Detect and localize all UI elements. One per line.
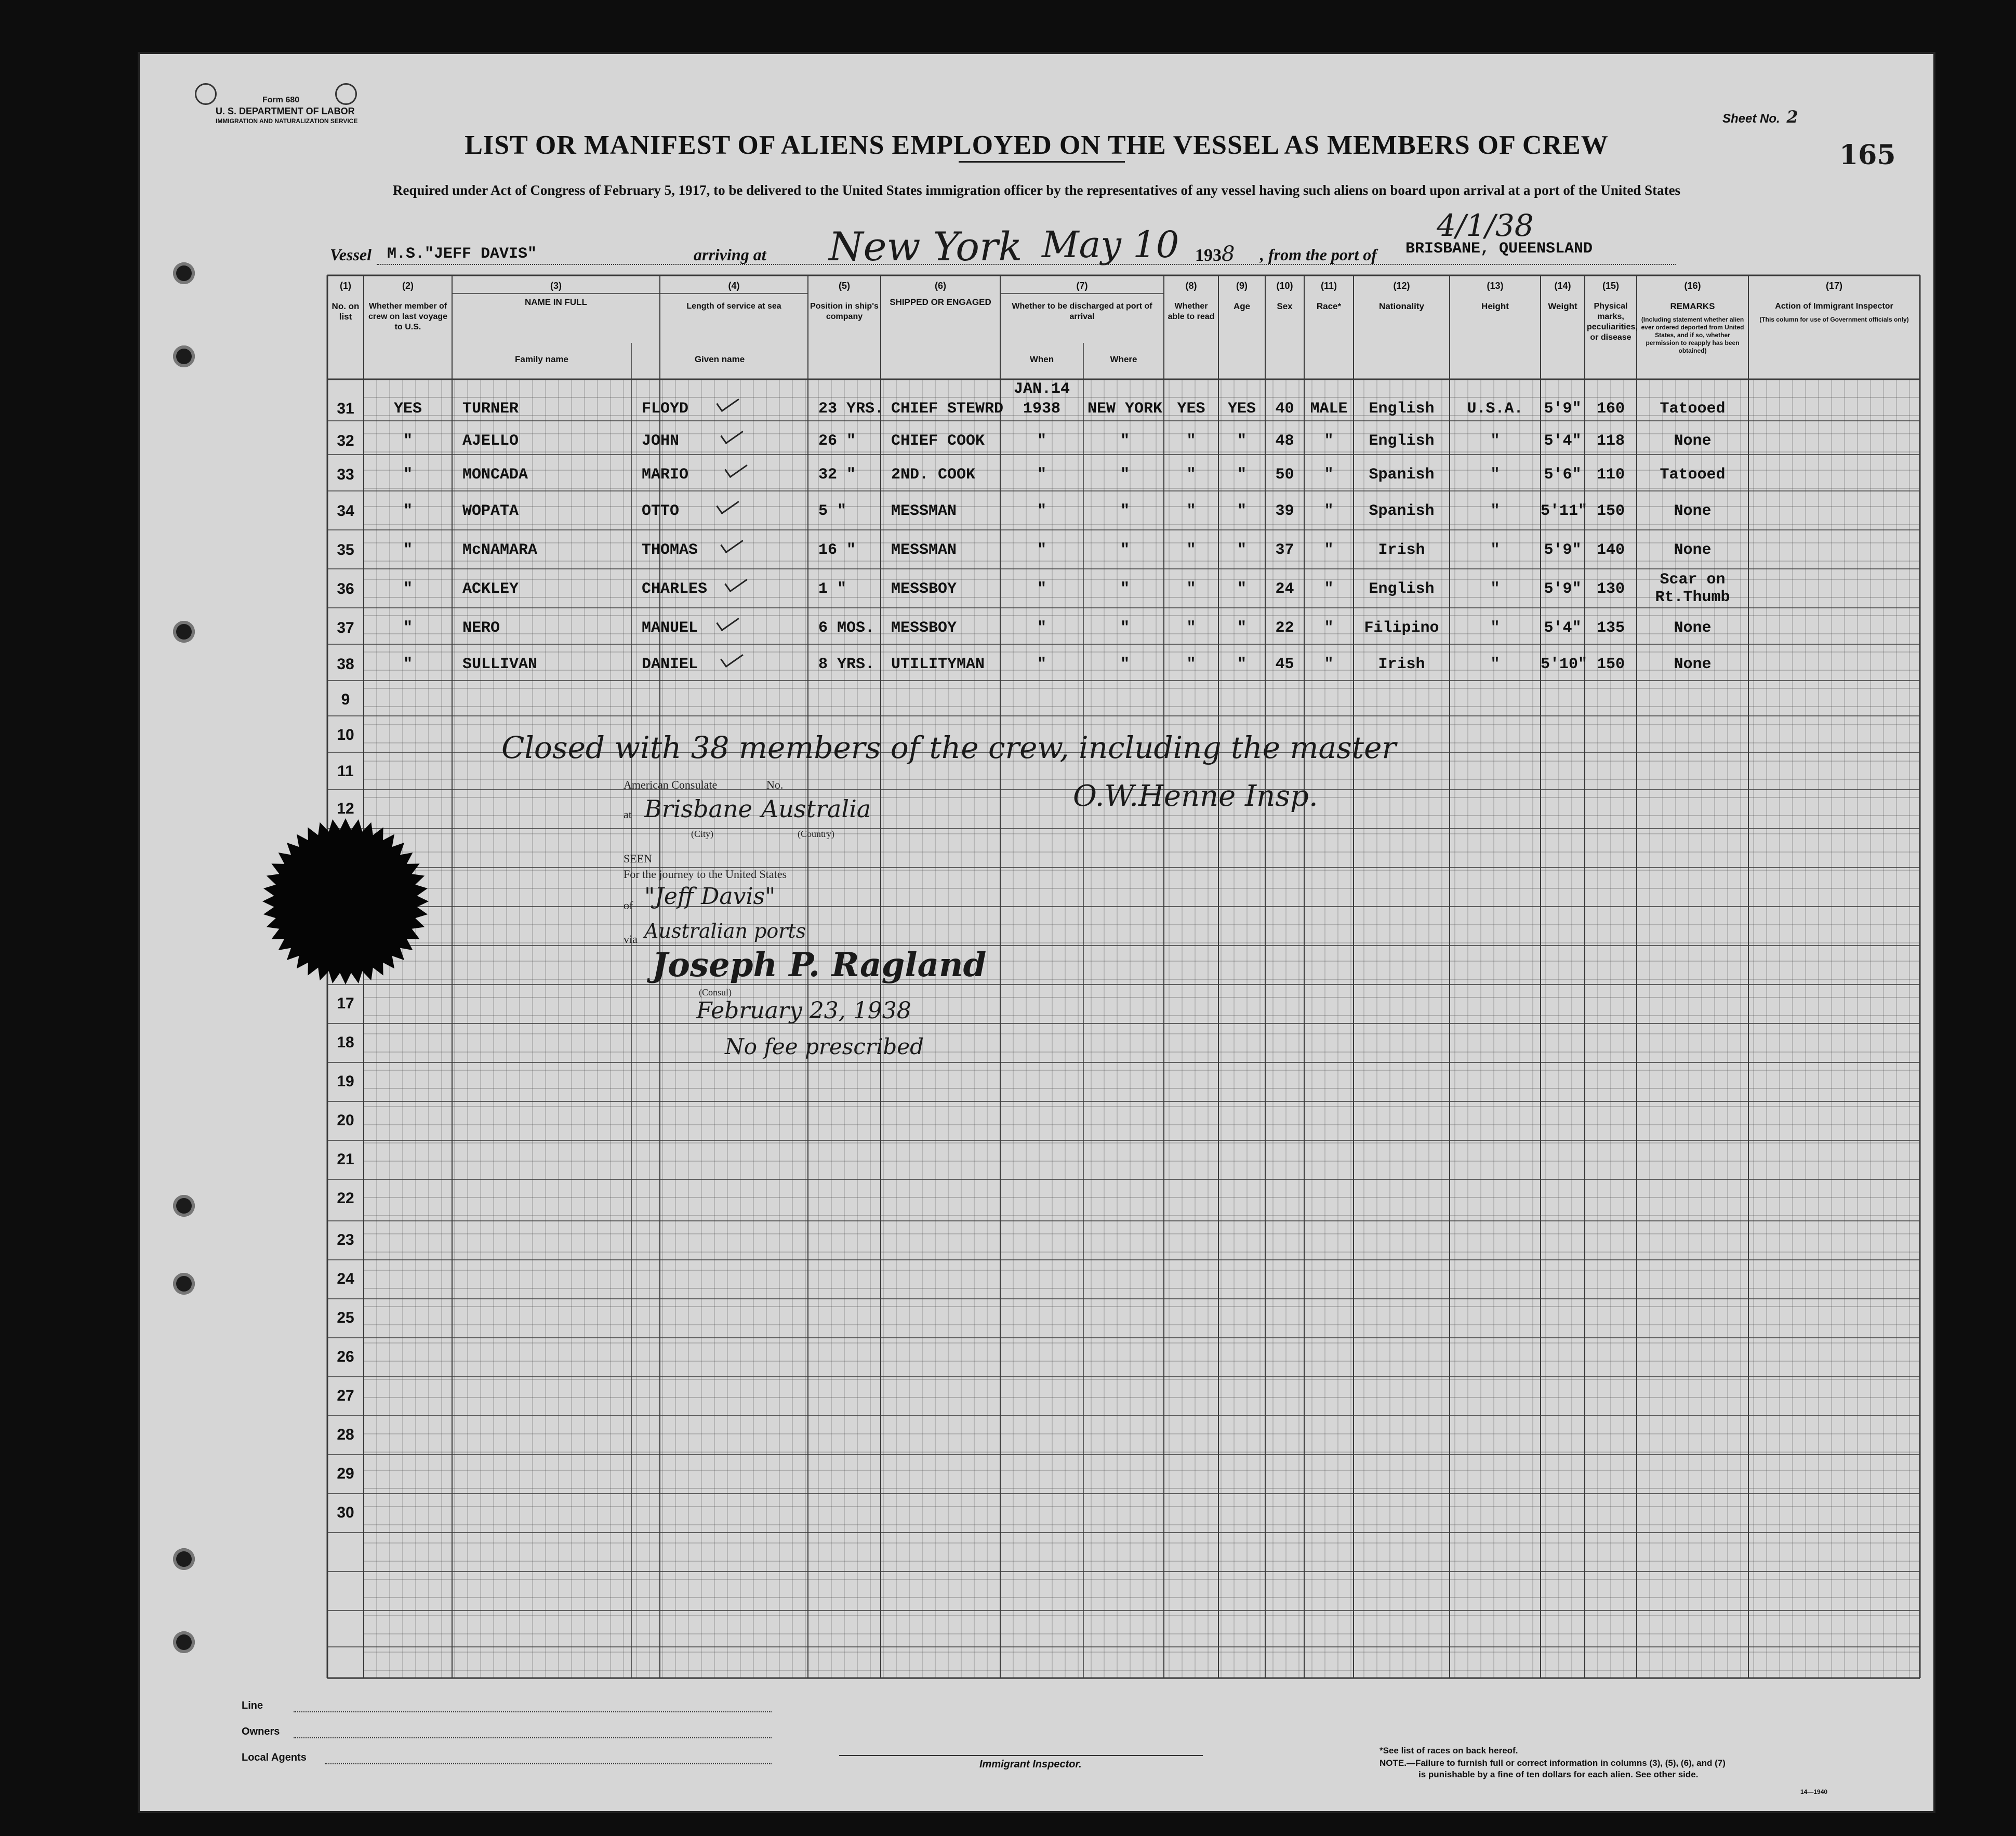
able-to-read: "	[1237, 466, 1246, 484]
column-header: Height	[1481, 301, 1509, 311]
of-label: of	[624, 899, 633, 912]
line-field	[294, 1711, 772, 1712]
on-last-voyage: "	[403, 466, 413, 484]
length-of-service: 8 YRS.	[818, 656, 875, 673]
row-number: 21	[337, 1151, 354, 1168]
column-subheader: Where	[1110, 354, 1137, 364]
on-last-voyage: "	[403, 580, 413, 598]
weight: 118	[1596, 432, 1625, 450]
family-name: WOPATA	[462, 502, 519, 520]
races-note: *See list of races on back hereof.	[1380, 1746, 1518, 1755]
column-header: Whether to be discharged at port of arrival	[1012, 302, 1152, 321]
able-to-read: "	[1237, 541, 1246, 559]
shipped-where: NEW YORK	[1087, 400, 1163, 418]
given-name: OTTO	[642, 502, 680, 520]
age: 45	[1275, 656, 1294, 673]
column-note: (This column for use of Government officials only)	[1759, 316, 1909, 323]
column-number: (17)	[1825, 281, 1842, 291]
shipped-when: "	[1037, 432, 1046, 450]
column-header: Sex	[1277, 301, 1293, 311]
local-agents-field	[325, 1763, 772, 1764]
to-be-discharged: "	[1186, 580, 1196, 598]
row-number: 26	[337, 1348, 354, 1365]
city-caption: (City)	[691, 829, 713, 839]
local-agents-label: Local Agents	[242, 1752, 307, 1763]
length-of-service: 1 "	[818, 580, 847, 598]
column-header: Whether able to read	[1168, 302, 1215, 321]
vessel-label: Vessel	[330, 245, 372, 264]
row-number: 25	[337, 1309, 354, 1326]
height: 5'9"	[1544, 400, 1582, 418]
physical-marks: Tatooed	[1660, 400, 1726, 418]
immigrant-inspector-label: Immigrant Inspector.	[979, 1759, 1082, 1770]
nationality: "	[1490, 619, 1500, 637]
column-number: (4)	[728, 281, 740, 291]
sex: "	[1324, 619, 1334, 637]
nationality: "	[1490, 466, 1500, 484]
shipped-when: "	[1037, 656, 1046, 673]
seen-label: SEEN	[624, 852, 652, 865]
row-number: 17	[337, 995, 354, 1012]
row-number: 29	[337, 1465, 354, 1482]
length-of-service: 26 "	[818, 432, 856, 450]
country-caption: (Country)	[798, 829, 834, 839]
given-name: CHARLES	[642, 580, 708, 598]
row-number: 32	[337, 432, 354, 449]
consul-date: February 23, 1938	[696, 997, 911, 1024]
column-note: (Including statement whether alien ever ordered deported from United States, and if so, whether permission to reapply has been obtained)	[1641, 316, 1744, 354]
ship-position: CHIEF STEWRD	[891, 400, 1004, 418]
shipped-where: "	[1120, 656, 1130, 673]
age: 48	[1275, 432, 1294, 450]
consulate-city: Brisbane	[644, 795, 752, 823]
column-header: REMARKS	[1670, 301, 1715, 311]
form-title: LIST OR MANIFEST OF ALIENS EMPLOYED ON THE VESSEL AS MEMBERS OF CREW	[465, 130, 1609, 160]
arriving-port: New York	[829, 223, 1023, 270]
penalty-note-2: is punishable by a fine of ten dollars for each alien. See other side.	[1418, 1770, 1699, 1779]
given-name: FLOYD	[642, 400, 689, 418]
sheet-label-text: Sheet No.	[1722, 112, 1780, 126]
service-name: IMMIGRATION AND NATURALIZATION SERVICE	[216, 117, 358, 125]
column-number: (1)	[340, 281, 351, 291]
consulate-label: American Consulate	[624, 778, 718, 791]
length-of-service: 23 YRS.	[818, 400, 884, 418]
on-last-voyage: YES	[393, 400, 422, 418]
consulate-no-label: No.	[766, 778, 784, 791]
height: 5'9"	[1544, 580, 1582, 598]
row-number: 12	[337, 800, 354, 817]
to-be-discharged: "	[1186, 656, 1196, 673]
nationality: "	[1490, 656, 1500, 673]
physical-marks: Scar on	[1660, 571, 1726, 589]
column-number: (9)	[1236, 281, 1248, 291]
ship-position: MESSBOY	[891, 580, 957, 598]
fee-note: No fee prescribed	[725, 1034, 924, 1059]
age: 24	[1275, 580, 1294, 598]
ship-position: CHIEF COOK	[891, 432, 985, 450]
arriving-label: arriving at	[694, 245, 766, 264]
column-header: No. on list	[331, 301, 360, 322]
to-be-discharged: "	[1186, 466, 1196, 484]
row-number: 31	[337, 400, 354, 417]
shipped-where: "	[1120, 502, 1130, 520]
row-number: 36	[337, 580, 354, 597]
sex: "	[1324, 466, 1334, 484]
age: 37	[1275, 541, 1294, 559]
column-number: (11)	[1320, 281, 1337, 291]
shipped-where: "	[1120, 432, 1130, 450]
shipped-where: "	[1120, 619, 1130, 637]
manifest-sheet	[138, 52, 1935, 1813]
via-label: via	[624, 933, 638, 946]
year-suffix: 8	[1222, 242, 1235, 266]
to-be-discharged: "	[1186, 541, 1196, 559]
able-to-read: "	[1237, 580, 1246, 598]
to-be-discharged: YES	[1177, 400, 1205, 418]
shipped-where: "	[1120, 541, 1130, 559]
row-number: 33	[337, 466, 354, 483]
nationality: "	[1490, 541, 1500, 559]
column-header: Whether member of crew on last voyage to U.S.	[368, 302, 448, 331]
able-to-read: "	[1237, 619, 1246, 637]
sheet-number: 2	[1786, 107, 1798, 127]
weight: 130	[1596, 580, 1625, 598]
row-number: 24	[337, 1270, 354, 1287]
on-last-voyage: "	[403, 502, 413, 520]
row-number: 34	[337, 502, 354, 520]
row-number: 35	[337, 541, 354, 558]
physical-marks: None	[1674, 619, 1712, 637]
from-port: BRISBANE, QUEENSLAND	[1405, 240, 1593, 258]
column-header: Nationality	[1379, 301, 1424, 311]
weight: 135	[1596, 619, 1625, 637]
column-header: Length of service at sea	[686, 302, 781, 311]
physical-marks: Tatooed	[1660, 466, 1726, 484]
length-of-service: 6 MOS.	[818, 619, 875, 637]
column-header: SHIPPED OR ENGAGED	[890, 297, 991, 307]
row-number: 38	[337, 656, 354, 673]
row-number: 9	[341, 691, 350, 708]
column-number: (10)	[1276, 281, 1293, 291]
to-be-discharged: "	[1186, 432, 1196, 450]
ship-position: MESSMAN	[891, 502, 957, 520]
age: 22	[1275, 619, 1294, 637]
page-number: 165	[1839, 139, 1896, 171]
line-label: Line	[242, 1700, 263, 1711]
row-number: 28	[337, 1426, 354, 1443]
consulate-at-label: at	[624, 808, 632, 821]
consular-seal	[260, 816, 431, 987]
family-name: NERO	[462, 619, 500, 637]
column-number: (7)	[1076, 281, 1088, 291]
physical-marks-line2: Rt.Thumb	[1655, 589, 1730, 606]
column-subheader: When	[1029, 354, 1054, 364]
weight: 110	[1596, 466, 1625, 484]
date-note: 4/1/38	[1437, 208, 1534, 243]
form-subtitle: Required under Act of Congress of February 5, 1917, to be delivered to the United States immigration officer by the representatives of any vessel having such aliens on board upon arrival at a port of the United States	[392, 182, 1681, 198]
journey-label: For the journey to the United States	[624, 868, 787, 881]
length-of-service: 32 "	[818, 466, 856, 484]
height: 5'9"	[1544, 541, 1582, 559]
sex: MALE	[1310, 400, 1348, 418]
race: Spanish	[1369, 466, 1435, 484]
column-number: (8)	[1185, 281, 1197, 291]
column-header: Position in ship's company	[810, 302, 879, 321]
penalty-note: NOTE.—Failure to furnish full or correct information in columns (3), (5), (6), and (7)	[1380, 1758, 1726, 1768]
physical-marks: None	[1674, 656, 1712, 673]
height: 5'11"	[1541, 502, 1588, 520]
consul-signature: Joseph P. Ragland	[652, 946, 987, 984]
column-number: (2)	[402, 281, 414, 291]
given-name: MANUEL	[642, 619, 698, 637]
shipped-when: 1938	[1023, 400, 1060, 418]
ship-position: MESSBOY	[891, 619, 957, 637]
owners-label: Owners	[242, 1726, 280, 1737]
physical-marks: None	[1674, 502, 1712, 520]
length-of-service: 16 "	[818, 541, 856, 559]
on-last-voyage: "	[403, 432, 413, 450]
family-name: AJELLO	[462, 432, 519, 450]
weight: 150	[1596, 656, 1625, 673]
vessel-name: M.S."JEFF DAVIS"	[387, 245, 537, 263]
stamp-vessel: "Jeff Davis"	[644, 883, 776, 910]
year-prefix: 193	[1195, 246, 1222, 265]
family-name: TURNER	[462, 400, 519, 418]
race: Filipino	[1364, 619, 1439, 637]
department-name: U. S. DEPARTMENT OF LABOR	[216, 106, 355, 116]
weight: 150	[1596, 502, 1625, 520]
shipped-when: "	[1037, 466, 1046, 484]
column-header: Action of Immigrant Inspector	[1775, 302, 1893, 311]
family-name: SULLIVAN	[462, 656, 538, 673]
shipped-when: "	[1037, 541, 1046, 559]
sex: "	[1324, 502, 1334, 520]
row-number: 20	[337, 1112, 354, 1129]
able-to-read: "	[1237, 502, 1246, 520]
race: Irish	[1378, 541, 1425, 559]
to-be-discharged: "	[1186, 502, 1196, 520]
ship-position: 2ND. COOK	[891, 466, 976, 484]
ship-position: UTILITYMAN	[891, 656, 985, 673]
on-last-voyage: "	[403, 656, 413, 673]
row-number: 10	[337, 726, 354, 743]
column-number: (13)	[1487, 281, 1504, 291]
column-subheader: Family name	[515, 354, 568, 364]
column-header: Race*	[1316, 301, 1342, 311]
consulate-country: Australia	[761, 795, 871, 823]
given-name: THOMAS	[642, 541, 698, 559]
nationality: "	[1490, 502, 1500, 520]
column-header: Age	[1233, 301, 1251, 311]
to-be-discharged: "	[1186, 619, 1196, 637]
row-number: 19	[337, 1073, 354, 1090]
row-number: 27	[337, 1387, 354, 1404]
inspector-signature: O.W.Henne Insp.	[1073, 779, 1318, 813]
on-last-voyage: "	[403, 619, 413, 637]
race: English	[1369, 400, 1435, 418]
row-number: 11	[337, 763, 354, 780]
column-number: (6)	[935, 281, 946, 291]
shipped-when: "	[1037, 580, 1046, 598]
column-number: (12)	[1393, 281, 1410, 291]
via-ports: Australian ports	[644, 920, 806, 942]
race: Irish	[1378, 656, 1425, 673]
owners-field	[294, 1737, 772, 1738]
family-name: ACKLEY	[462, 580, 519, 598]
form-number: Form 680	[262, 96, 300, 104]
nationality: "	[1490, 580, 1500, 598]
arrival-date: May 10	[1042, 223, 1179, 266]
row-number: 30	[337, 1504, 354, 1521]
row-number: 18	[337, 1034, 354, 1051]
length-of-service: 5 "	[818, 502, 847, 520]
physical-marks: None	[1674, 432, 1712, 450]
sex: "	[1324, 580, 1334, 598]
ship-position: MESSMAN	[891, 541, 957, 559]
shipped-where: "	[1120, 466, 1130, 484]
nationality: U.S.A.	[1467, 400, 1523, 418]
height: 5'4"	[1544, 619, 1582, 637]
weight: 140	[1596, 541, 1625, 559]
row-number: 23	[337, 1231, 354, 1248]
given-name: JOHN	[642, 432, 680, 450]
shipped-when: "	[1037, 619, 1046, 637]
on-last-voyage: "	[403, 541, 413, 559]
sex: "	[1324, 432, 1334, 450]
shipped-where: "	[1120, 580, 1130, 598]
print-code: 14—1940	[1800, 1788, 1828, 1795]
column-number: (15)	[1602, 281, 1619, 291]
column-number: (16)	[1684, 281, 1701, 291]
shipped-when-date: JAN.14	[1013, 380, 1070, 398]
race: Spanish	[1369, 502, 1435, 520]
able-to-read: YES	[1227, 400, 1256, 418]
sex: "	[1324, 541, 1334, 559]
age: 39	[1275, 502, 1294, 520]
column-number: (14)	[1554, 281, 1571, 291]
closing-note: Closed with 38 members of the crew, including the master	[501, 730, 1397, 765]
able-to-read: "	[1237, 656, 1246, 673]
from-port-label: , from the port of	[1260, 245, 1377, 264]
row-number: 22	[337, 1190, 354, 1207]
sex: "	[1324, 656, 1334, 673]
physical-marks: None	[1674, 541, 1712, 559]
height: 5'10"	[1541, 656, 1588, 673]
weight: 160	[1596, 400, 1625, 418]
given-name: DANIEL	[642, 656, 698, 673]
family-name: MONCADA	[462, 466, 528, 484]
given-name: MARIO	[642, 466, 689, 484]
column-number: (3)	[550, 281, 562, 291]
age: 40	[1275, 400, 1294, 418]
able-to-read: "	[1237, 432, 1246, 450]
column-subheader: Given name	[694, 354, 745, 364]
race: English	[1369, 432, 1435, 450]
row-number: 37	[337, 619, 354, 636]
shipped-when: "	[1037, 502, 1046, 520]
race: English	[1369, 580, 1435, 598]
age: 50	[1275, 466, 1294, 484]
nationality: "	[1490, 432, 1500, 450]
inspector-line	[839, 1755, 1203, 1756]
height: 5'4"	[1544, 432, 1582, 450]
consul-caption: (Consul)	[699, 987, 732, 997]
height: 5'6"	[1544, 466, 1582, 484]
column-header: Physical marks, peculiarities, or disease	[1587, 302, 1638, 342]
column-header: NAME IN FULL	[525, 297, 587, 307]
family-name: McNAMARA	[462, 541, 538, 559]
column-number: (5)	[839, 281, 850, 291]
column-header: Weight	[1548, 301, 1577, 311]
